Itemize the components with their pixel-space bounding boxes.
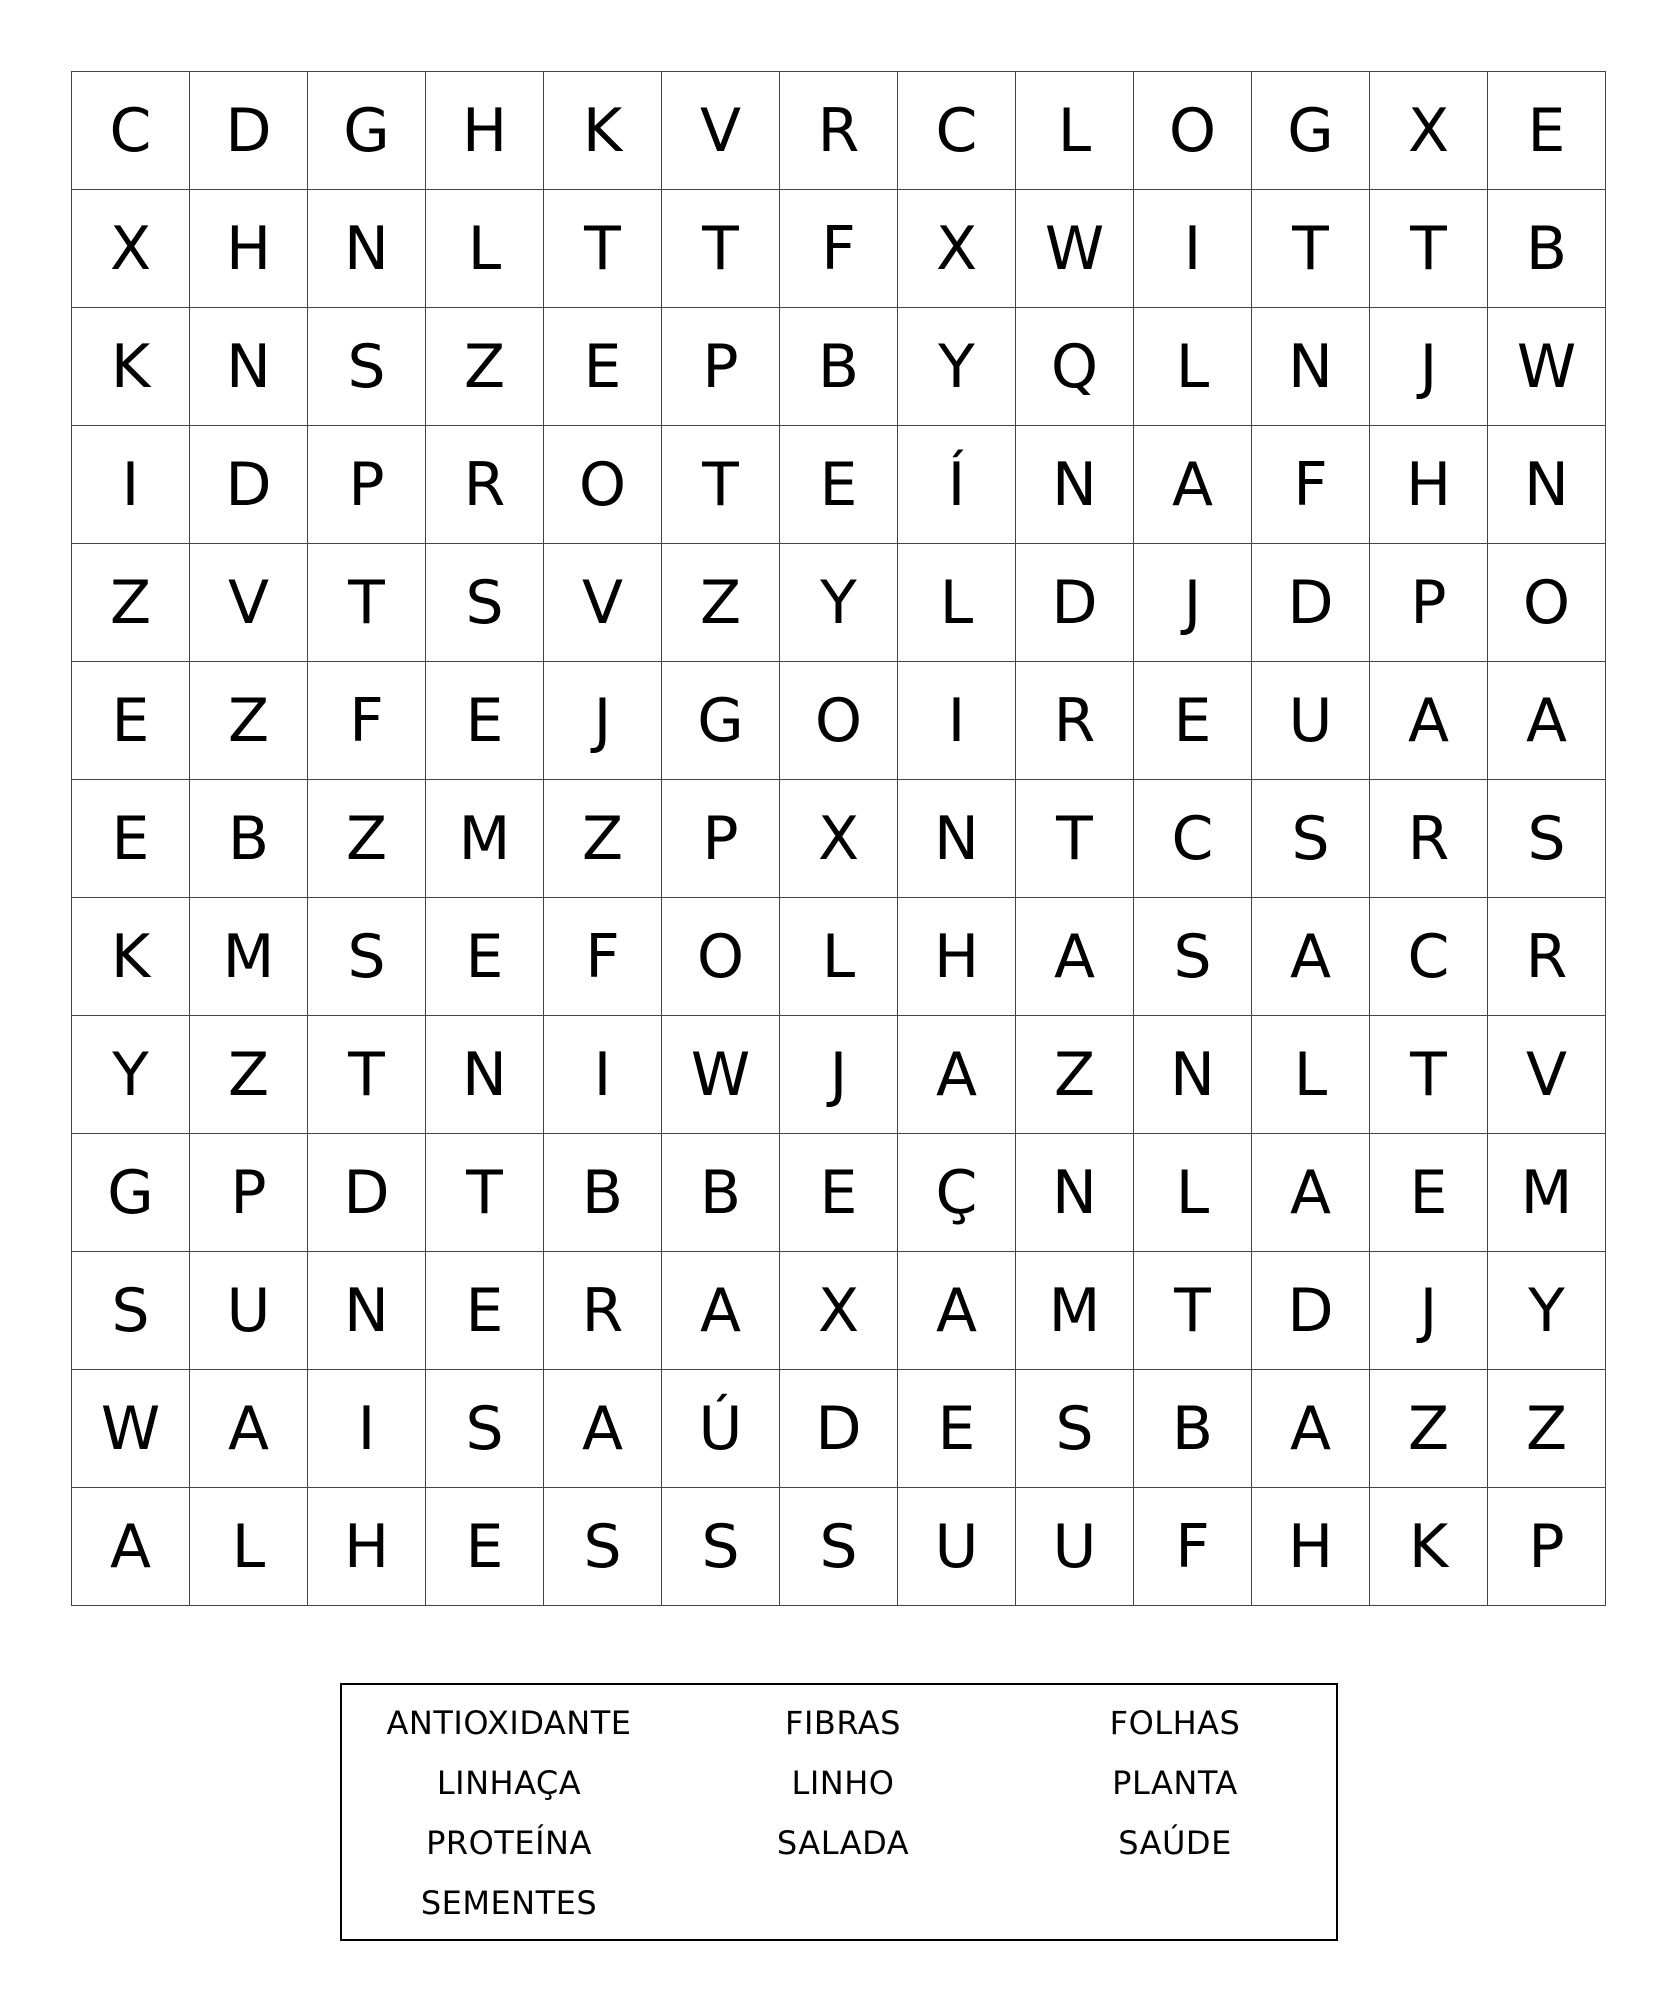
grid-cell[interactable]: U [1016, 1488, 1134, 1606]
grid-cell[interactable]: A [1016, 898, 1134, 1016]
grid-cell[interactable]: B [544, 1134, 662, 1252]
grid-cell[interactable]: H [426, 72, 544, 190]
grid-cell[interactable]: B [662, 1134, 780, 1252]
grid-row [72, 662, 1606, 780]
grid-cell[interactable]: S [780, 1488, 898, 1606]
grid-cell[interactable]: S [1252, 780, 1370, 898]
grid-cell[interactable]: A [898, 1016, 1016, 1134]
grid-cell[interactable]: E [426, 662, 544, 780]
grid-cell[interactable]: A [1370, 662, 1488, 780]
grid-cell[interactable]: R [544, 1252, 662, 1370]
grid-cell[interactable]: E [780, 426, 898, 544]
grid-cell[interactable]: H [898, 898, 1016, 1016]
grid-cell[interactable]: Z [190, 662, 308, 780]
grid-cell[interactable]: K [72, 898, 190, 1016]
grid-cell[interactable]: E [1370, 1134, 1488, 1252]
grid-cell[interactable]: D [1016, 544, 1134, 662]
grid-cell[interactable]: I [898, 662, 1016, 780]
grid-cell[interactable]: Y [780, 544, 898, 662]
grid-cell[interactable]: U [898, 1488, 1016, 1606]
grid-cell[interactable]: F [308, 662, 426, 780]
word-list-item: PROTEÍNA [426, 1824, 592, 1862]
grid-cell[interactable]: T [426, 1134, 544, 1252]
grid-cell[interactable]: V [662, 72, 780, 190]
grid-cell[interactable]: A [1488, 662, 1606, 780]
grid-cell[interactable]: F [1252, 426, 1370, 544]
grid-cell[interactable]: K [1370, 1488, 1488, 1606]
word-list-item: LINHO [791, 1764, 895, 1802]
grid-cell[interactable]: E [898, 1370, 1016, 1488]
grid-cell[interactable]: N [1252, 308, 1370, 426]
grid-row [72, 1252, 1606, 1370]
grid-cell[interactable]: N [1488, 426, 1606, 544]
grid-cell[interactable]: N [308, 190, 426, 308]
grid-cell[interactable]: L [1016, 72, 1134, 190]
grid-cell[interactable]: M [1016, 1252, 1134, 1370]
grid-cell[interactable]: V [190, 544, 308, 662]
grid-cell[interactable]: K [544, 72, 662, 190]
grid-cell[interactable]: Z [1488, 1370, 1606, 1488]
grid-cell[interactable]: C [72, 72, 190, 190]
grid-cell[interactable]: S [308, 898, 426, 1016]
grid-cell[interactable]: O [662, 898, 780, 1016]
grid-cell[interactable]: P [308, 426, 426, 544]
grid-cell[interactable]: T [1252, 190, 1370, 308]
grid-row [72, 426, 1606, 544]
grid-cell[interactable]: Í [898, 426, 1016, 544]
grid-cell[interactable]: X [780, 780, 898, 898]
grid-cell[interactable]: T [1016, 780, 1134, 898]
grid-cell[interactable]: A [1252, 1134, 1370, 1252]
grid-cell[interactable]: E [1134, 662, 1252, 780]
word-list-box [340, 1683, 1338, 1941]
grid-cell[interactable]: A [1252, 898, 1370, 1016]
grid-cell[interactable]: S [72, 1252, 190, 1370]
grid-cell[interactable]: Ú [662, 1370, 780, 1488]
word-search-grid [71, 71, 1606, 1606]
grid-cell[interactable]: M [190, 898, 308, 1016]
grid-cell[interactable]: Z [308, 780, 426, 898]
grid-cell[interactable]: V [1488, 1016, 1606, 1134]
grid-cell[interactable]: P [1370, 544, 1488, 662]
grid-cell[interactable]: P [190, 1134, 308, 1252]
grid-cell[interactable]: R [780, 72, 898, 190]
grid-cell[interactable]: W [1488, 308, 1606, 426]
grid-cell[interactable]: H [308, 1488, 426, 1606]
grid-cell[interactable]: N [308, 1252, 426, 1370]
grid-cell[interactable]: R [1016, 662, 1134, 780]
grid-cell[interactable]: N [426, 1016, 544, 1134]
grid-cell[interactable]: G [662, 662, 780, 780]
word-list-item: SEMENTES [420, 1884, 598, 1922]
grid-cell[interactable]: L [426, 190, 544, 308]
grid-cell[interactable]: R [426, 426, 544, 544]
grid-cell[interactable]: Z [1370, 1370, 1488, 1488]
grid-cell[interactable]: O [1488, 544, 1606, 662]
grid-cell[interactable]: A [190, 1370, 308, 1488]
grid-cell[interactable]: I [544, 1016, 662, 1134]
grid-cell[interactable]: Y [898, 308, 1016, 426]
grid-cell[interactable]: L [1134, 308, 1252, 426]
grid-cell[interactable]: U [1252, 662, 1370, 780]
grid-cell[interactable]: O [780, 662, 898, 780]
grid-cell[interactable]: Ç [898, 1134, 1016, 1252]
grid-cell[interactable]: D [1252, 1252, 1370, 1370]
grid-cell[interactable]: E [426, 1488, 544, 1606]
grid-cell[interactable]: S [426, 544, 544, 662]
grid-cell[interactable]: N [898, 780, 1016, 898]
grid-cell[interactable]: D [780, 1370, 898, 1488]
grid-cell[interactable]: T [1370, 1016, 1488, 1134]
grid-cell[interactable]: J [1370, 1252, 1488, 1370]
grid-row [72, 308, 1606, 426]
grid-cell[interactable]: E [544, 308, 662, 426]
grid-cell[interactable]: X [1370, 72, 1488, 190]
grid-cell[interactable]: N [190, 308, 308, 426]
grid-cell[interactable]: T [308, 1016, 426, 1134]
grid-cell[interactable]: Y [1488, 1252, 1606, 1370]
grid-row [72, 1370, 1606, 1488]
grid-cell[interactable]: S [426, 1370, 544, 1488]
grid-cell[interactable]: X [780, 1252, 898, 1370]
grid-cell[interactable]: Z [662, 544, 780, 662]
grid-cell[interactable]: B [1134, 1370, 1252, 1488]
grid-cell[interactable]: E [780, 1134, 898, 1252]
grid-cell[interactable]: C [898, 72, 1016, 190]
grid-cell[interactable]: S [308, 308, 426, 426]
grid-cell[interactable]: B [780, 308, 898, 426]
word-list-item: LINHAÇA [436, 1764, 582, 1802]
grid-cell[interactable]: A [898, 1252, 1016, 1370]
grid-cell[interactable]: W [662, 1016, 780, 1134]
grid-cell[interactable]: N [1134, 1016, 1252, 1134]
grid-cell[interactable]: L [1134, 1134, 1252, 1252]
word-list-item: FOLHAS [1109, 1704, 1241, 1742]
grid-cell[interactable]: K [72, 308, 190, 426]
word-list-item: FIBRAS [785, 1704, 901, 1742]
grid-cell[interactable]: O [1134, 72, 1252, 190]
grid-cell[interactable]: R [1370, 780, 1488, 898]
grid-cell[interactable]: L [1252, 1016, 1370, 1134]
grid-cell[interactable]: F [544, 898, 662, 1016]
grid-cell[interactable]: R [1488, 898, 1606, 1016]
grid-cell[interactable]: E [426, 898, 544, 1016]
grid-cell[interactable]: Z [426, 308, 544, 426]
grid-cell[interactable]: F [780, 190, 898, 308]
grid-cell[interactable]: N [1016, 426, 1134, 544]
grid-cell[interactable]: P [1488, 1488, 1606, 1606]
grid-row [72, 190, 1606, 308]
grid-cell[interactable]: Z [72, 544, 190, 662]
grid-cell[interactable]: C [1370, 898, 1488, 1016]
grid-cell[interactable]: A [1134, 426, 1252, 544]
word-list-item: SALADA [776, 1824, 910, 1862]
grid-cell[interactable]: Z [1016, 1016, 1134, 1134]
grid-row [72, 72, 1606, 190]
grid-cell[interactable]: I [1134, 190, 1252, 308]
grid-cell[interactable]: I [72, 426, 190, 544]
grid-cell[interactable]: E [1488, 72, 1606, 190]
grid-cell[interactable]: X [898, 190, 1016, 308]
grid-cell[interactable]: M [426, 780, 544, 898]
grid-cell[interactable]: J [1134, 544, 1252, 662]
grid-body [72, 72, 1606, 1606]
grid-cell[interactable]: T [1370, 190, 1488, 308]
grid-cell[interactable]: A [72, 1488, 190, 1606]
grid-row [72, 898, 1606, 1016]
grid-row [72, 1016, 1606, 1134]
grid-cell[interactable]: T [544, 190, 662, 308]
grid-cell[interactable]: F [1134, 1488, 1252, 1606]
word-list [342, 1701, 1336, 1941]
grid-cell[interactable]: B [190, 780, 308, 898]
grid-cell[interactable]: A [662, 1252, 780, 1370]
grid-cell[interactable]: O [544, 426, 662, 544]
grid-cell[interactable]: X [72, 190, 190, 308]
grid-cell[interactable]: E [72, 780, 190, 898]
grid-cell[interactable]: N [1016, 1134, 1134, 1252]
word-list-item: ANTIOXIDANTE [386, 1704, 632, 1742]
grid-cell[interactable]: J [780, 1016, 898, 1134]
grid-cell[interactable]: H [1252, 1488, 1370, 1606]
grid-row [72, 1134, 1606, 1252]
grid-row [72, 780, 1606, 898]
grid-cell[interactable]: S [1016, 1370, 1134, 1488]
grid-cell[interactable]: H [190, 190, 308, 308]
grid-cell[interactable]: J [544, 662, 662, 780]
grid-cell[interactable]: T [662, 426, 780, 544]
grid-cell[interactable]: D [190, 426, 308, 544]
grid-cell[interactable]: P [662, 308, 780, 426]
grid-cell[interactable]: Y [72, 1016, 190, 1134]
grid-cell[interactable]: W [1016, 190, 1134, 308]
grid-cell[interactable]: G [1252, 72, 1370, 190]
grid-row [72, 1488, 1606, 1606]
grid-cell[interactable]: Z [190, 1016, 308, 1134]
grid-cell[interactable]: L [780, 898, 898, 1016]
grid-cell[interactable]: L [898, 544, 1016, 662]
grid-cell[interactable]: S [1488, 780, 1606, 898]
grid-cell[interactable]: U [190, 1252, 308, 1370]
grid-cell[interactable]: J [1370, 308, 1488, 426]
word-list-item: SAÚDE [1118, 1824, 1232, 1862]
grid-cell[interactable]: D [308, 1134, 426, 1252]
grid-cell[interactable]: G [72, 1134, 190, 1252]
grid-cell[interactable]: Q [1016, 308, 1134, 426]
grid-cell[interactable]: Z [544, 780, 662, 898]
grid-cell[interactable]: A [544, 1370, 662, 1488]
grid-cell[interactable]: S [662, 1488, 780, 1606]
grid-cell[interactable]: L [190, 1488, 308, 1606]
grid-row [72, 544, 1606, 662]
grid-cell[interactable]: H [1370, 426, 1488, 544]
grid-cell[interactable]: T [308, 544, 426, 662]
grid-cell[interactable]: P [662, 780, 780, 898]
grid-cell[interactable]: E [72, 662, 190, 780]
grid-cell[interactable]: I [308, 1370, 426, 1488]
grid-cell[interactable]: S [1134, 898, 1252, 1016]
grid-cell[interactable]: C [1134, 780, 1252, 898]
grid-cell[interactable]: M [1488, 1134, 1606, 1252]
grid-cell[interactable]: A [1252, 1370, 1370, 1488]
word-list-item: PLANTA [1112, 1764, 1238, 1802]
grid-cell[interactable]: D [1252, 544, 1370, 662]
grid-cell[interactable]: V [544, 544, 662, 662]
grid-cell[interactable]: B [1488, 190, 1606, 308]
grid-cell[interactable]: T [662, 190, 780, 308]
grid-cell[interactable]: W [72, 1370, 190, 1488]
grid-cell[interactable]: D [190, 72, 308, 190]
grid-cell[interactable]: G [308, 72, 426, 190]
grid-cell[interactable]: T [1134, 1252, 1252, 1370]
grid-cell[interactable]: S [544, 1488, 662, 1606]
grid-cell[interactable]: E [426, 1252, 544, 1370]
